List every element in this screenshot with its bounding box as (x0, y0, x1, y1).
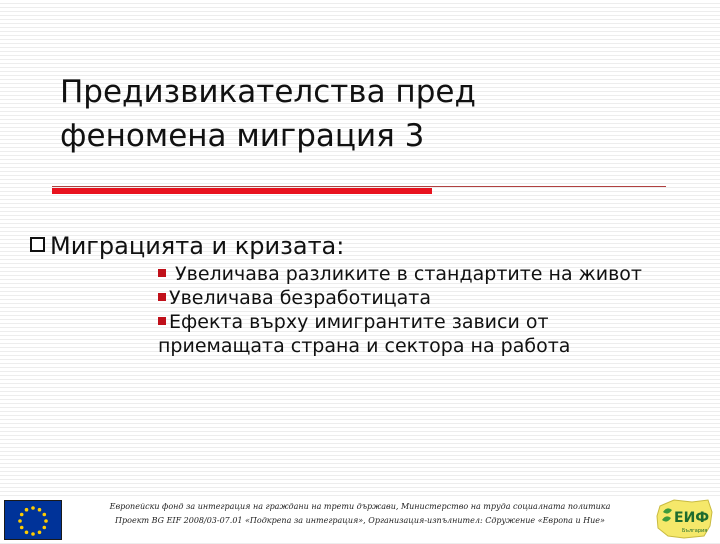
slide-title (60, 70, 680, 158)
title-divider-accent (52, 188, 432, 194)
sub-bullet-item (158, 310, 678, 358)
title-line-2: феномена миграция 3 (60, 118, 425, 154)
footer-line-1: Европейски фонд за интеграция на граждани на трети държави, Министерство на труда социалната политика (109, 502, 611, 511)
level1-bullet-text: Миграцията и кризата: (50, 232, 345, 260)
sub-bullet-list (158, 262, 678, 358)
eif-logo-icon (654, 496, 716, 540)
title-divider-thin (52, 186, 666, 187)
sub-bullet-text: Увеличава разликите в стандартите на живот (169, 263, 642, 285)
sub-bullet-text: Ефекта върху имигрантите зависи от приемащата страна и сектора на работа (158, 311, 571, 357)
title-line-1: Предизвикателства пред (60, 74, 476, 110)
footer-credits (100, 500, 620, 528)
eif-logo-text: ЕИФ (674, 510, 710, 526)
red-square-bullet-icon (158, 293, 166, 301)
eu-flag-icon (4, 500, 62, 540)
level1-bullet (30, 232, 344, 260)
footer-line-2: Проект BG EIF 2008/03-07.01 «Подкрепа за интеграция», Организация-изпълнител: Сдружение «Европа и Ние» (115, 516, 605, 525)
hollow-square-bullet-icon (30, 237, 45, 252)
sub-bullet-item (158, 286, 678, 310)
eif-logo-subtext: България (682, 528, 708, 534)
sub-bullet-text: Увеличава безработицата (169, 287, 431, 309)
red-square-bullet-icon (158, 269, 166, 277)
red-square-bullet-icon (158, 317, 166, 325)
sub-bullet-item (158, 262, 678, 286)
